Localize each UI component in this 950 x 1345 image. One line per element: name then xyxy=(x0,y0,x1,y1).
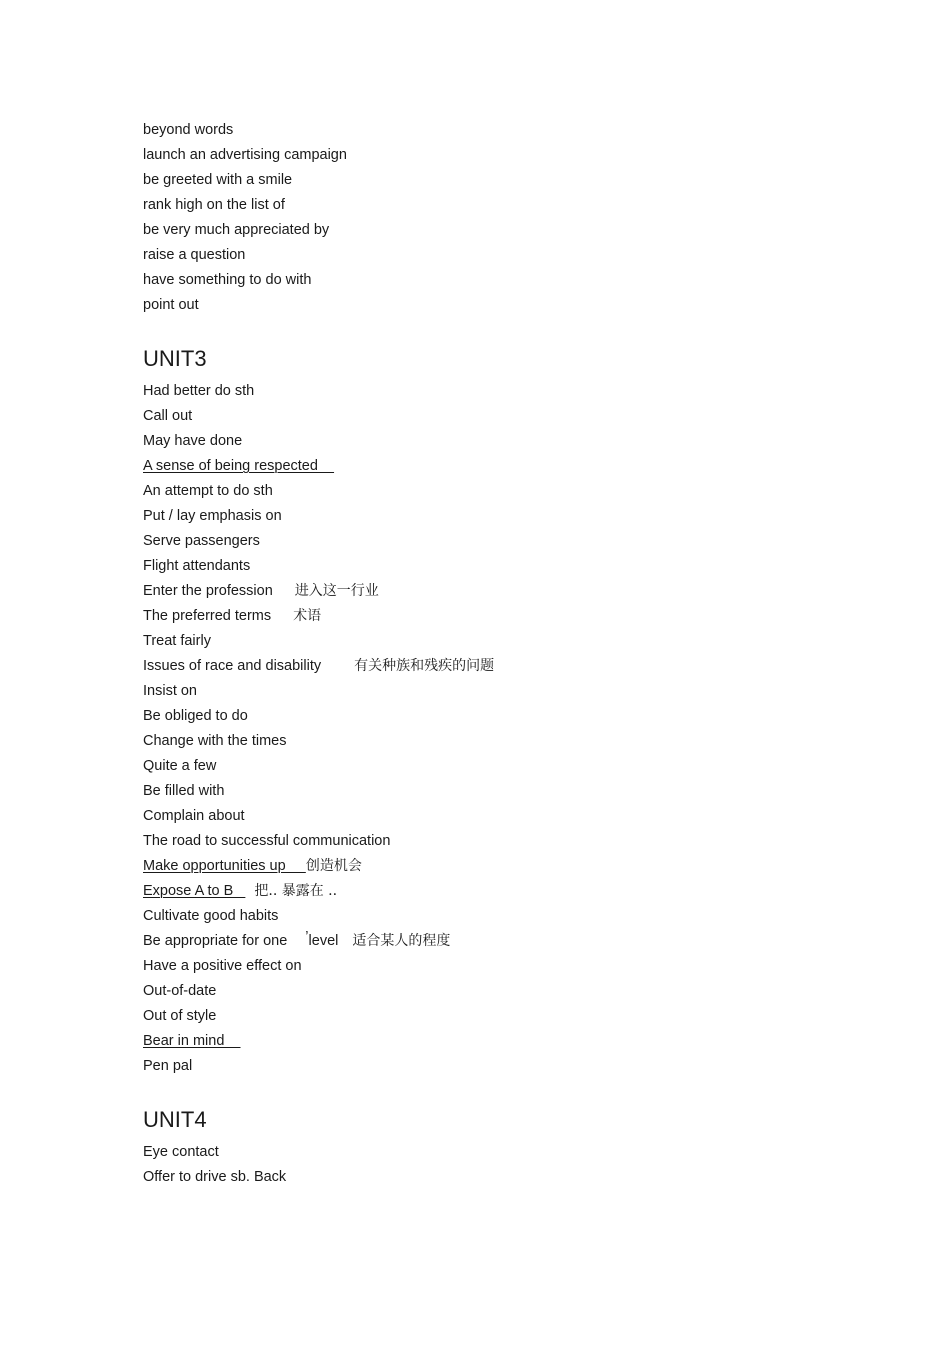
underlined-phrase: Bear in mind xyxy=(143,1033,241,1049)
list-item xyxy=(143,657,843,682)
list-item: be greeted with a smile xyxy=(143,172,293,188)
list-item: Put / lay emphasis on xyxy=(143,508,282,524)
list-item: Be filled with xyxy=(143,783,225,799)
vocabulary-page xyxy=(143,121,843,1193)
unit2-tail-list xyxy=(143,121,843,321)
unit4-list xyxy=(143,1143,843,1193)
list-item: Offer to drive sb. Back xyxy=(143,1169,287,1185)
list-item: Flight attendants xyxy=(143,558,251,574)
list-item: Eye contact xyxy=(143,1144,219,1160)
list-item: Be obliged to do xyxy=(143,708,248,724)
phrase: The preferred terms xyxy=(143,608,272,624)
list-item: raise a question xyxy=(143,247,246,263)
translation: 创造机会 xyxy=(305,858,362,874)
list-item xyxy=(143,882,843,907)
list-item: Call out xyxy=(143,408,193,424)
list-item: May have done xyxy=(143,433,243,449)
list-item: beyond words xyxy=(143,122,234,138)
list-item: Out of style xyxy=(143,1008,217,1024)
underlined-phrase: Make opportunities up xyxy=(143,858,306,874)
list-item: Have a positive effect on xyxy=(143,958,302,974)
translation: 把.. 暴露在 .. xyxy=(254,883,338,899)
list-item: Cultivate good habits xyxy=(143,908,279,924)
unit4-heading: UNIT4 xyxy=(143,1107,207,1132)
list-item: An attempt to do sth xyxy=(143,483,273,499)
phrase: Issues of race and disability xyxy=(143,658,322,674)
translation: 进入这一行业 xyxy=(294,583,379,599)
list-item xyxy=(143,582,843,607)
list-item: launch an advertising campaign xyxy=(143,147,347,163)
unit3-heading: UNIT3 xyxy=(143,346,207,371)
phrase: Enter the profession xyxy=(143,583,273,599)
list-item: Treat fairly xyxy=(143,633,211,649)
translation: 适合某人的程度 xyxy=(352,933,451,949)
list-item xyxy=(143,929,843,957)
translation: 有关种族和残疾的问题 xyxy=(354,658,495,674)
list-item: Serve passengers xyxy=(143,533,260,549)
list-item: Out-of-date xyxy=(143,983,217,999)
translation: 术语 xyxy=(293,608,322,624)
unit3-list xyxy=(143,382,843,1082)
list-item: Quite a few xyxy=(143,758,217,774)
list-item: have something to do with xyxy=(143,272,312,288)
list-item xyxy=(143,857,843,882)
apostrophe: ’ xyxy=(305,929,309,945)
list-item: be very much appreciated by xyxy=(143,222,330,238)
list-item: rank high on the list of xyxy=(143,197,285,213)
underlined-phrase: A sense of being respected xyxy=(143,458,335,474)
list-item: point out xyxy=(143,297,199,313)
phrase-level: level xyxy=(308,933,339,949)
list-item: Pen pal xyxy=(143,1058,193,1074)
list-item: Had better do sth xyxy=(143,383,255,399)
list-item: Insist on xyxy=(143,683,197,699)
list-item: Complain about xyxy=(143,808,245,824)
list-item: The road to successful communication xyxy=(143,833,391,849)
list-item xyxy=(143,457,843,482)
list-item xyxy=(143,607,843,632)
phrase: Be appropriate for one xyxy=(143,933,288,949)
list-item xyxy=(143,1032,843,1057)
underlined-phrase: Expose A to B xyxy=(143,883,246,899)
list-item: Change with the times xyxy=(143,733,287,749)
